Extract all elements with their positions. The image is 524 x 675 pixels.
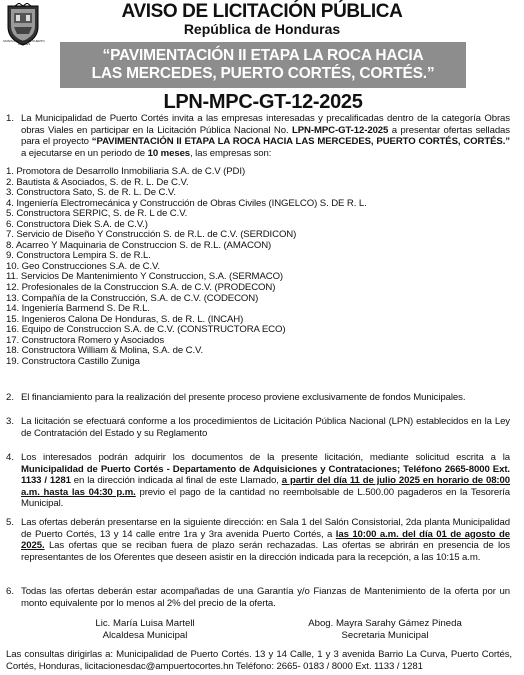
company-list-item: 4. Ingeniería Electromecánica y Construcción de Obras Civiles (INGELCO) S. DE R. L. (6, 197, 367, 209)
section-2-text: El financiamiento para la realización del presente proceso proviene exclusivamente de fondos Municipales. (21, 392, 466, 403)
section-5-number: 5. (6, 517, 15, 528)
section-1-number: 1. (6, 113, 15, 124)
signature-left (60, 618, 230, 641)
section-2-number: 2. (6, 392, 15, 403)
company-list-item: 5. Constructora SERPIC, S. de R. L de C.V. (6, 208, 188, 220)
company-list-item: 17. Constructora Romero y Asociados (6, 334, 165, 346)
section-6-text: Todas las ofertas deberán estar acompañadas de una Garantía y/o Fianzas de Mantenimiento de la oferta por un monto equivalente por lo menos al 2% del precio de la oferta. (21, 586, 510, 609)
company-list-item: 6. Constructora Diek S.A. de C.V.) (6, 218, 148, 230)
company-list-item: 8. Acarreo Y Maquinaria de Construccion S. de R.L. (AMACON) (6, 239, 272, 251)
section-4-text: Los interesados podrán adquirir los documentos de la presente licitación, mediante solicitud escrita a la Municipalidad de Puerto Cortés - Departamento de Adquisiciones y Contrataciones; Teléfono 2665-8000 Ext. 1133 / 1281 en la dirección indicada al final de este Llamado, a partir del día 11 de julio 2025 en horario de 08:00 a.m. hasta las 04:30 p.m. previo el pago de la cantidad no reembolsable de L.500.00 pagaderos en la Tesorería Municipal. (21, 452, 510, 510)
signature-right (285, 618, 485, 641)
contact-footer: Las consultas dirigirlas a: Municipalidad de Puerto Cortés. 13 y 14 Calle, 1 y 3 avenida Barrio La Curva, Puerto Cortés, Cortés, Honduras, licitacionesdac@ampuertocortes.hn Teléfono: 2665- 0183 / 8000 Ext. 1133 / 1281 (6, 649, 512, 672)
seal-caption: MUNICIPALIDAD DE PUERTO CORTÉS (3, 39, 45, 46)
company-list-item: 16. Equipo de Construccion S.A. de C.V. (CONSTRUCTORA ECO) (6, 324, 286, 336)
notice-title: AVISO DE LICITACIÓN PÚBLICA (121, 1, 403, 22)
company-list (6, 167, 506, 367)
signature-right-name: Abog. Mayra Sarahy Gámez Pineda (308, 618, 462, 629)
signature-left-name: Lic. María Luisa Martell (95, 618, 195, 629)
company-list-item: 3. Constructora Sato, S. de R. L. De C.V. (6, 187, 176, 199)
company-list-item: 12. Profesionales de la Construccion S.A. de C.V. (PRODECON) (6, 282, 276, 294)
company-list-item: 11. Servicios De Mantenimiento Y Construccion, S.A. (SERMACO) (6, 271, 284, 283)
section-3-number: 3. (6, 416, 15, 427)
project-banner-line1: “PAVIMENTACIÓN II ETAPA LA ROCA HACIA (102, 47, 424, 64)
company-list-item: 15. Ingenieros Calona De Honduras, S. de R. L. (INCAH) (6, 313, 244, 325)
signature-left-title: Alcaldesa Municipal (102, 629, 188, 641)
company-list-item: 19. Constructora Castillo Zuniga (6, 355, 140, 367)
section-3-text: La licitación se efectuará conforme a los procedimientos de Licitación Pública Nacional (LPN) establecidos en la Ley de Contratación del Estado y su Reglamento (21, 416, 510, 439)
company-list-item: 9. Constructora Lempira S. de R.L. (6, 250, 151, 262)
company-list-item: 14. Ingeniería Barmend S. De R.L. (6, 303, 150, 315)
section-5-text: Las ofertas deberán presentarse en la siguiente dirección: en Sala 1 del Salón Consistorial, 2da planta Municipalidad de Puerto Cortés, 13 y 14 calle entre 1ra y 3ra avenida Puerto Cortés, a las 10:00 a.m. del día 01 de agosto de 2025. Las ofertas que se reciban fuera de plazo serán rechazadas. Las ofertas se abrirán en presencia de los representantes de los Oferentes que deseen asistir en la dirección indicada para la recepción, a las 10:15 a.m. (21, 517, 511, 563)
section-4-number: 4. (6, 452, 15, 463)
tender-code: LPN-MPC-GT-12-2025 (163, 91, 363, 113)
project-banner (60, 42, 466, 88)
section-1-text: La Municipalidad de Puerto Cortés invita a las empresas interesadas y precalificadas dentro de la categoría Obras obras Viales en participar en la Licitación Pública Nacional No. LPN-MPC-GT-12-2025 a presentar ofertas selladas para el proyecto “PAVIMENTACIÓN II ETAPA LA ROCA HACIA LAS MERCEDES, PUERTO CORTÉS, CORTÉS.” a ejecutarse en un periodo de 10 meses, las empresas son: (21, 113, 510, 159)
company-list-item: 2. Bautista & Asociados, S. de R. L. De C.V. (6, 176, 189, 188)
section-6-number: 6. (6, 586, 15, 597)
signature-right-title: Secretaria Municipal (341, 629, 429, 641)
notice-subtitle: República de Honduras (183, 21, 341, 37)
company-list-item: 1. Promotora de Desarrollo Inmobiliaria S.A. de C.V (PDI) (6, 166, 246, 177)
company-list-item: 10. Geo Construcciones S.A. de C.V. (6, 260, 160, 272)
project-banner-line2: LAS MERCEDES, PUERTO CORTÉS, CORTÉS.” (91, 65, 435, 82)
company-list-item: 7. Servicio de Diseño Y Construcción S. de R.L. de C.V. (SERDICON) (6, 229, 297, 241)
company-list-item: 13. Compañía de la Construcción, S.A. de C.V. (CODECON) (6, 292, 259, 304)
company-list-item: 18. Constructora William & Molina, S.A. de C.V. (6, 345, 204, 357)
